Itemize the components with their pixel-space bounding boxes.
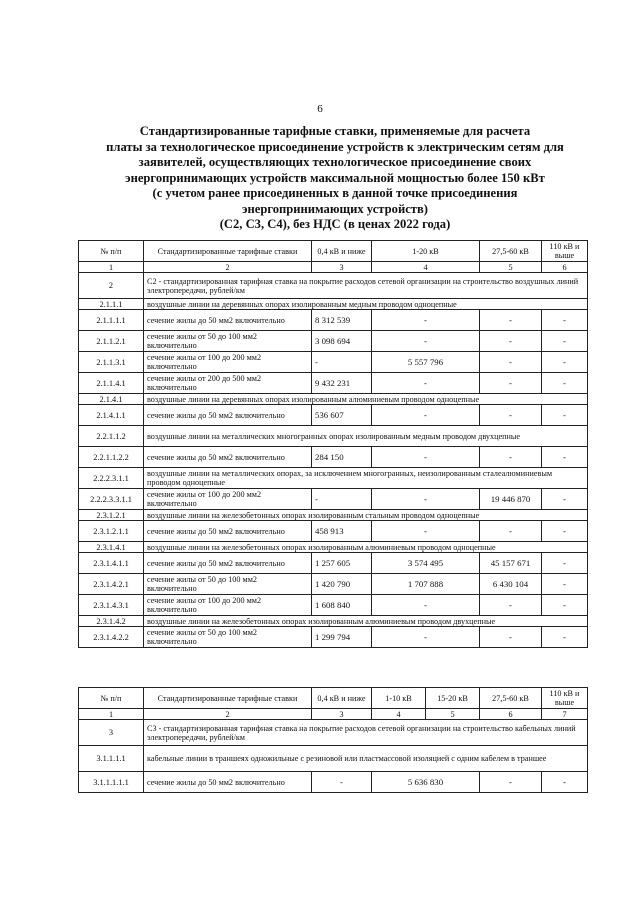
column-header: 27,5-60 кВ: [480, 241, 542, 262]
rate-description: сечение жилы до 50 мм2 включительно: [144, 405, 312, 426]
section-description: воздушные линии на металлических многогранных опорах изолированным медным проводом двухцепные: [144, 426, 588, 447]
rate-description: сечение жилы до 50 мм2 включительно: [144, 553, 312, 574]
row-number: 2: [79, 273, 144, 299]
row-number: 3.1.1.1.1.1: [79, 772, 144, 793]
section-row: [79, 616, 588, 627]
value-1-20kv: 3 574 495: [372, 553, 480, 574]
value-0-4kv: 1 608 840: [312, 595, 372, 616]
table-row: [79, 627, 588, 648]
rate-description: сечение жилы до 50 мм2 включительно: [144, 310, 312, 331]
header-row: [79, 688, 588, 709]
value-110kv: -: [542, 310, 588, 331]
row-number: 2.1.4.1: [79, 394, 144, 405]
table-row: [79, 405, 588, 426]
column-index-row: [79, 262, 588, 273]
value-0-4kv: 536 607: [312, 405, 372, 426]
column-header: 1-20 кВ: [372, 241, 480, 262]
table-row: [79, 595, 588, 616]
column-index: 2: [144, 709, 312, 720]
rate-description: сечение жилы от 100 до 200 мм2 включительно: [144, 595, 312, 616]
value-27-5-60kv: -: [480, 521, 542, 542]
value-1-20kv: -: [372, 331, 480, 352]
title-line: заявителей, осуществляющих технологическое присоединение своих: [138, 155, 532, 169]
tariff-table-c2: [78, 240, 588, 648]
value-1-20kv: -: [372, 595, 480, 616]
column-header: 15-20 кВ: [426, 688, 480, 709]
value-27-5-60kv: -: [480, 405, 542, 426]
value-27-5-60kv: -: [480, 595, 542, 616]
section-row: [79, 510, 588, 521]
value-110kv: -: [542, 595, 588, 616]
section-description: воздушные линии на железобетонных опорах изолированным алюминиевым проводом одноцепные: [144, 542, 588, 553]
column-index: 1: [79, 709, 144, 720]
row-number: 2.3.1.4.2: [79, 616, 144, 627]
column-index: 4: [372, 709, 426, 720]
value-1-20kv: 5 636 830: [372, 772, 480, 793]
title-line: (С2, С3, С4), без НДС (в ценах 2022 года): [219, 217, 451, 231]
column-index: 6: [542, 262, 588, 273]
header-row: [79, 241, 588, 262]
value-27-5-60kv: -: [480, 352, 542, 373]
section-description: С2 - стандартизированная тарифная ставка на покрытие расходов сетевой организации на строительство воздушных линий электропередачи, рублей/км: [144, 273, 588, 299]
section-row: [79, 426, 588, 447]
value-0-4kv: 458 913: [312, 521, 372, 542]
row-number: 2.2.1.1.2.2: [79, 447, 144, 468]
rate-description: сечение жилы до 50 мм2 включительно: [144, 772, 312, 793]
table-row: [79, 447, 588, 468]
row-number: 2.1.1.4.1: [79, 373, 144, 394]
value-1-20kv: -: [372, 405, 480, 426]
row-number: 2.3.1.2.1: [79, 510, 144, 521]
row-number: 2.2.1.1.2: [79, 426, 144, 447]
section-description: воздушные линии на металлических опорах, за исключением многогранных, неизолированным сталеалюминиевым проводом одноцепные: [144, 468, 588, 489]
value-1-20kv: 1 707 888: [372, 574, 480, 595]
value-27-5-60kv: 45 157 671: [480, 553, 542, 574]
title-line: энергопринимающих устройств максимальной мощностью более 150 кВт: [125, 170, 545, 185]
section-row: [79, 394, 588, 405]
column-index: 7: [542, 709, 588, 720]
rate-description: сечение жилы до 50 мм2 включительно: [144, 521, 312, 542]
table-row: [79, 489, 588, 510]
section-row: [79, 273, 588, 299]
value-0-4kv: -: [312, 772, 372, 793]
value-110kv: -: [542, 489, 588, 510]
value-1-20kv: -: [372, 489, 480, 510]
value-110kv: -: [542, 405, 588, 426]
row-number: 2.2.2.3.3.1.1: [79, 489, 144, 510]
column-header: 0,4 кВ и ниже: [312, 241, 372, 262]
value-0-4kv: -: [312, 352, 372, 373]
table-row: [79, 352, 588, 373]
section-row: [79, 542, 588, 553]
section-row: [79, 720, 588, 746]
column-header: Стандартизированные тарифные ставки: [144, 688, 312, 709]
title-line: (с учетом ранее присоединенных в данной точке присоединения: [152, 186, 518, 200]
section-description: воздушные линии на железобетонных опорах изолированным алюминиевым проводом двухцепные: [144, 616, 588, 627]
rate-description: сечение жилы от 50 до 100 мм2 включительно: [144, 331, 312, 352]
column-header: 110 кВ и выше: [542, 241, 588, 262]
title-line: Стандартизированные тарифные ставки, применяемые для расчета: [139, 124, 531, 138]
value-1-20kv: -: [372, 447, 480, 468]
rate-description: сечение жилы от 100 до 200 мм2 включительно: [144, 489, 312, 510]
value-110kv: -: [542, 373, 588, 394]
value-0-4kv: 9 432 231: [312, 373, 372, 394]
section-description: воздушные линии на деревянных опорах изолированным медным проводом одноцепные: [144, 299, 588, 310]
value-1-20kv: -: [372, 310, 480, 331]
column-index: 3: [312, 262, 372, 273]
row-number: 3.1.1.1.1: [79, 746, 144, 772]
value-110kv: -: [542, 574, 588, 595]
row-number: 2.1.1.1: [79, 299, 144, 310]
value-1-20kv: -: [372, 521, 480, 542]
section-description: воздушные линии на деревянных опорах изолированным алюминиевым проводом одноцепные: [144, 394, 588, 405]
value-0-4kv: 8 312 539: [312, 310, 372, 331]
value-110kv: -: [542, 553, 588, 574]
rate-description: сечение жилы от 100 до 200 мм2 включительно: [144, 352, 312, 373]
value-27-5-60kv: 19 446 870: [480, 489, 542, 510]
rate-description: сечение жилы от 50 до 100 мм2 включительно: [144, 574, 312, 595]
rate-description: сечение жилы от 50 до 100 мм2 включительно: [144, 627, 312, 648]
table-row: [79, 574, 588, 595]
page-number: 6: [317, 103, 323, 115]
column-header: 1-10 кВ: [372, 688, 426, 709]
section-description: С3 - стандартизированная тарифная ставка на покрытие расходов сетевой организации на строительство кабельных линий электропередачи, рублей/км: [144, 720, 588, 746]
value-0-4kv: 284 150: [312, 447, 372, 468]
row-number: 2.1.4.1.1: [79, 405, 144, 426]
row-number: 2.1.1.1.1: [79, 310, 144, 331]
column-index-row: [79, 709, 588, 720]
value-1-20kv: -: [372, 627, 480, 648]
table-row: [79, 553, 588, 574]
section-description: кабельные линии в траншеях одножильные с резиновой или пластмассовой изоляцией с одним кабелем в траншее: [144, 746, 588, 772]
value-0-4kv: 1 257 605: [312, 553, 372, 574]
column-index: 3: [312, 709, 372, 720]
column-header: 27,5-60 кВ: [480, 688, 542, 709]
column-index: 1: [79, 262, 144, 273]
column-index: 6: [480, 709, 542, 720]
section-row: [79, 746, 588, 772]
value-1-20kv: -: [372, 373, 480, 394]
row-number: 2.1.1.2.1: [79, 331, 144, 352]
row-number: 2.3.1.4.1: [79, 542, 144, 553]
rate-description: сечение жилы до 50 мм2 включительно: [144, 447, 312, 468]
title-line: платы за технологическое присоединение устройств к электрическим сетям для: [106, 139, 564, 154]
value-27-5-60kv: -: [480, 772, 542, 793]
row-number: 3: [79, 720, 144, 746]
value-27-5-60kv: -: [480, 331, 542, 352]
column-header: 0,4 кВ и ниже: [312, 688, 372, 709]
section-row: [79, 468, 588, 489]
column-header: Стандартизированные тарифные ставки: [144, 241, 312, 262]
row-number: 2.3.1.4.3.1: [79, 595, 144, 616]
value-27-5-60kv: 6 430 104: [480, 574, 542, 595]
table-row: [79, 521, 588, 542]
table-row: [79, 373, 588, 394]
row-number: 2.3.1.4.1.1: [79, 553, 144, 574]
row-number: 2.3.1.4.2.2: [79, 627, 144, 648]
value-0-4kv: 3 098 694: [312, 331, 372, 352]
rate-description: сечение жилы от 200 до 500 мм2 включительно: [144, 373, 312, 394]
value-110kv: -: [542, 521, 588, 542]
table-row: [79, 772, 588, 793]
title-line: энергопринимающих устройств): [242, 201, 428, 216]
row-number: 2.3.1.4.2.1: [79, 574, 144, 595]
column-header: № п/п: [79, 688, 144, 709]
value-27-5-60kv: -: [480, 627, 542, 648]
table-row: [79, 331, 588, 352]
column-header: 110 кВ и выше: [542, 688, 588, 709]
tariff-table-c3: [78, 687, 588, 793]
column-index: 5: [426, 709, 480, 720]
column-index: 2: [144, 262, 312, 273]
value-110kv: -: [542, 772, 588, 793]
value-27-5-60kv: -: [480, 310, 542, 331]
value-0-4kv: 1 420 790: [312, 574, 372, 595]
column-header: № п/п: [79, 241, 144, 262]
column-index: 4: [372, 262, 480, 273]
value-110kv: -: [542, 447, 588, 468]
value-1-20kv: 5 557 796: [372, 352, 480, 373]
value-0-4kv: 1 299 794: [312, 627, 372, 648]
value-110kv: -: [542, 627, 588, 648]
section-description: воздушные линии на железобетонных опорах изолированным стальным проводом одноцепные: [144, 510, 588, 521]
row-number: 2.2.2.3.1.1: [79, 468, 144, 489]
row-number: 2.1.1.3.1: [79, 352, 144, 373]
value-110kv: -: [542, 352, 588, 373]
row-number: 2.3.1.2.1.1: [79, 521, 144, 542]
value-27-5-60kv: -: [480, 447, 542, 468]
value-110kv: -: [542, 331, 588, 352]
section-row: [79, 299, 588, 310]
table-row: [79, 310, 588, 331]
value-27-5-60kv: -: [480, 373, 542, 394]
value-0-4kv: -: [312, 489, 372, 510]
column-index: 5: [480, 262, 542, 273]
document-title: [95, 124, 575, 233]
